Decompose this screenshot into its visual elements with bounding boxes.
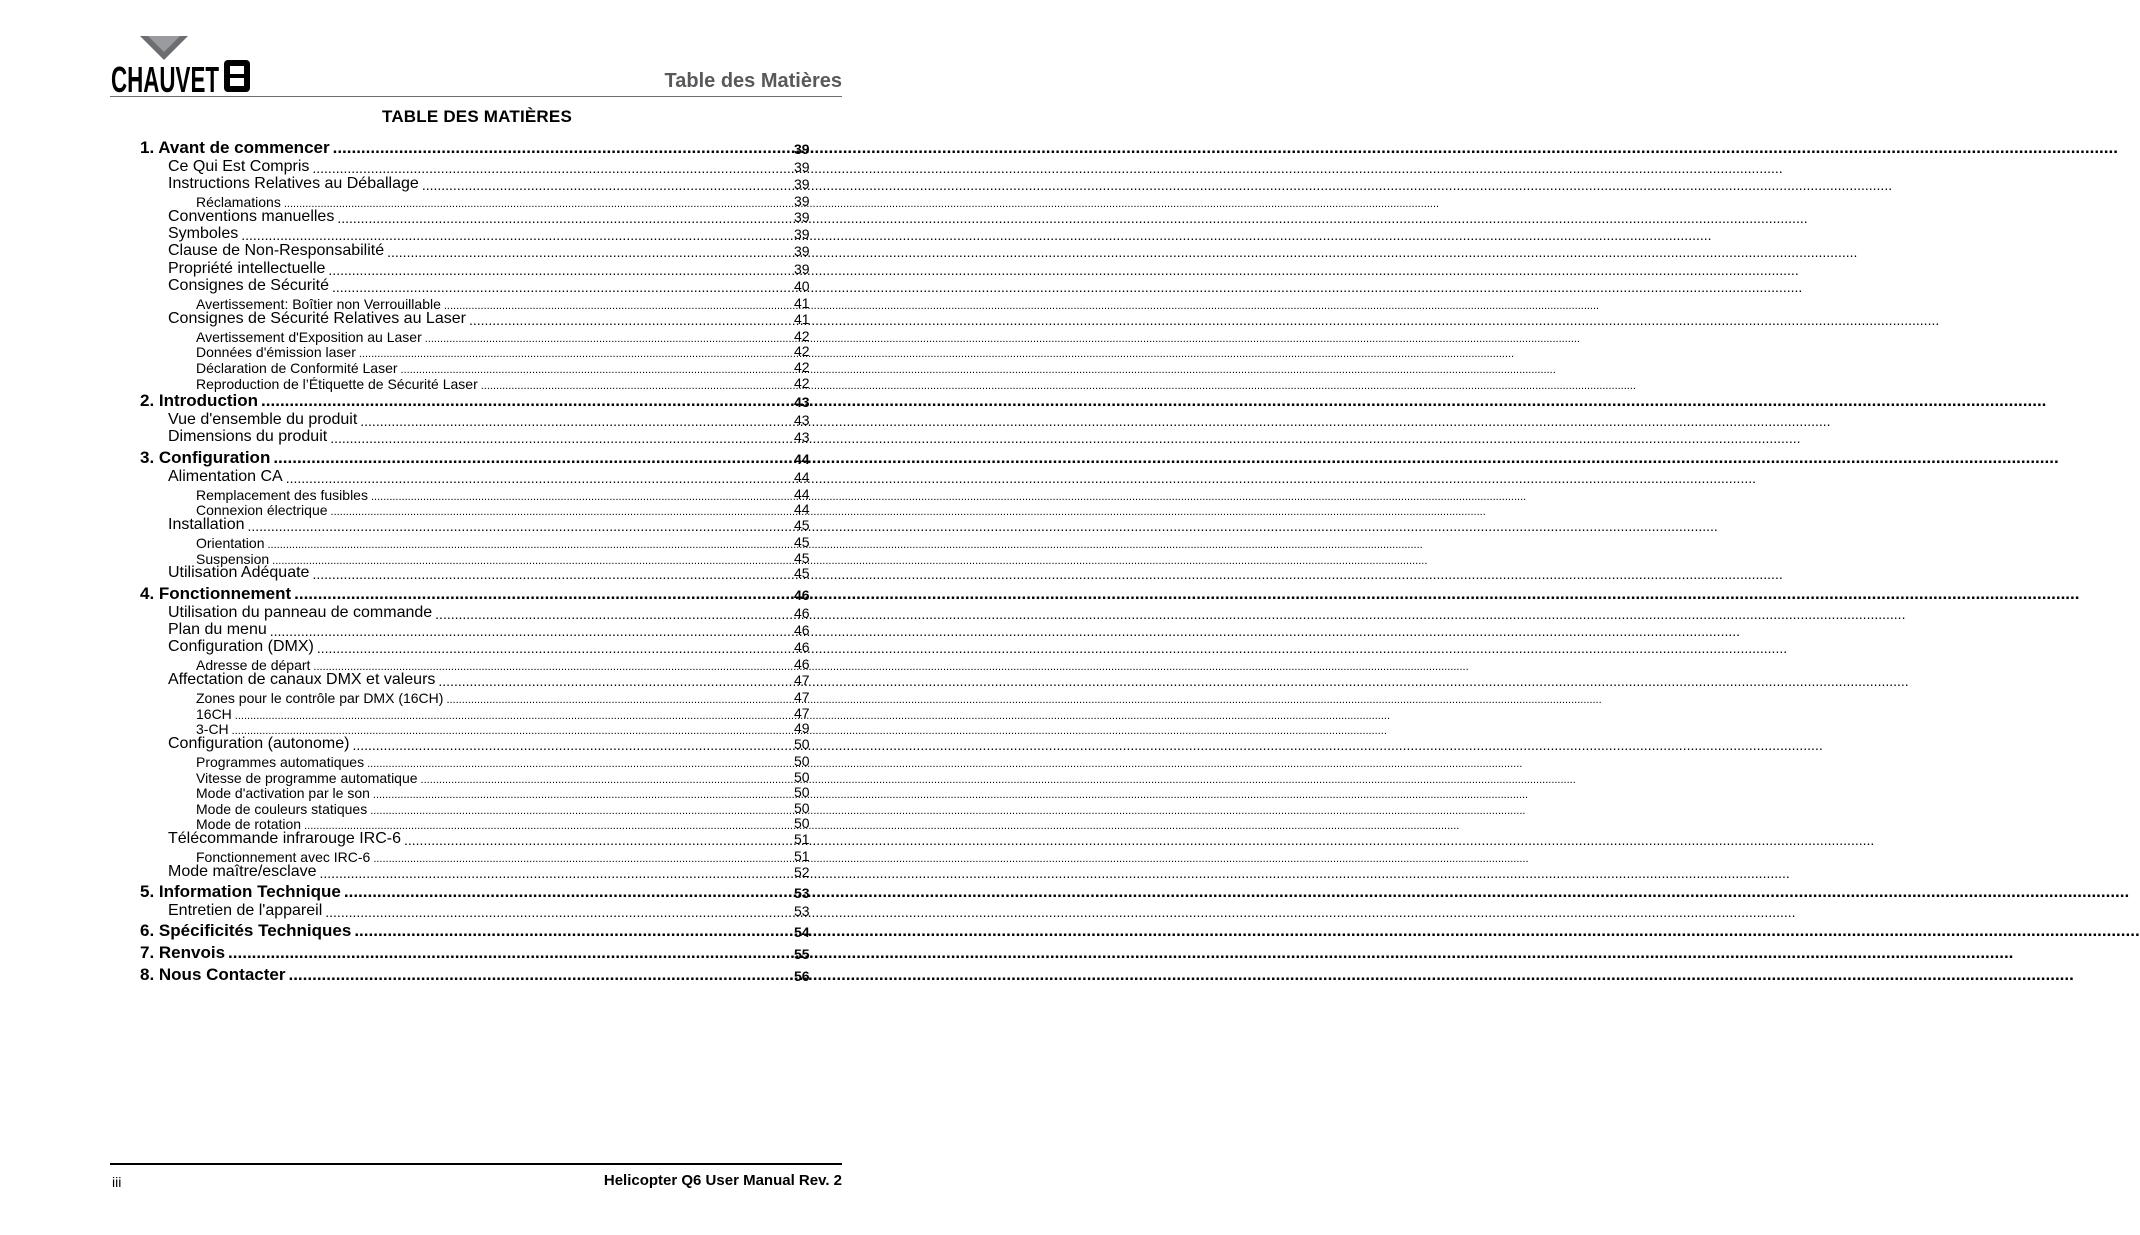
toc-entry-page: 39 [794,141,810,157]
toc-entry-page: 54 [794,924,810,940]
toc-entry-label: 5. Information Technique [140,882,341,901]
toc-entry-page: 56 [794,968,810,984]
toc-entry-label: Clause de Non-Responsabilité [168,242,385,259]
dot-leader [273,448,2058,468]
toc-entry-page: 46 [794,605,810,621]
toc-entry-label: Fonctionnement avec IRC-6 [196,849,371,865]
dot-leader [438,673,1908,689]
dot-leader [435,606,1905,622]
toc-entry-label: Orientation [196,535,265,551]
toc-entry-page: 50 [794,736,810,752]
dot-leader [404,832,1874,848]
toc-entry-label: Utilisation du panneau de commande [168,604,433,621]
toc-entry-page: 45 [794,517,810,533]
toc-entry-page: 46 [794,622,810,638]
toc-entry-page: 46 [794,639,810,655]
toc-entry-label: 7. Renvois [140,943,226,962]
dot-leader [270,623,1740,639]
toc-entry-label: Affectation de canaux DMX et valeurs [168,671,436,688]
toc-entry-page: 43 [794,429,810,445]
dot-leader [312,566,1782,582]
dot-leader [261,391,2046,411]
dot-leader [422,177,1892,193]
toc-entry-label: Vitesse de programme automatique [196,770,418,786]
dot-leader [337,210,1807,226]
toc-entry-page: 49 [794,720,810,736]
manual-title: Helicopter Q6 User Manual Rev. 2 [603,1172,842,1189]
toc-entry-page: 47 [794,689,810,705]
toc-entry-page: 47 [794,672,810,688]
toc-entry-page: 45 [794,550,810,566]
dot-leader [332,279,1802,295]
dot-leader [344,882,2129,902]
toc-entry-page: 44 [794,451,810,467]
toc-entry-label: Symboles [168,225,239,242]
dot-leader [354,921,2139,941]
dot-leader [286,470,1756,486]
toc-entry-page: 39 [794,193,810,209]
toc-entry-page: 51 [794,848,810,864]
toc-entry[interactable] [0,448,810,468]
toc-entry[interactable] [0,138,810,158]
toc-entry-page: 44 [794,486,810,502]
toc-entry-page: 44 [794,469,810,485]
dot-leader [317,640,1787,656]
toc-entry-page: 42 [794,375,810,391]
toc-entry-page: 43 [794,412,810,428]
toc-entry-page: 45 [794,565,810,581]
toc-entry[interactable] [0,671,810,689]
toc-entry-page: 42 [794,359,810,375]
toc-entry-label: 8. Nous Contacter [140,965,286,984]
toc-entry-page: 50 [794,784,810,800]
toc-entry-page: 39 [794,209,810,225]
dot-leader [312,160,1782,176]
toc-entry[interactable] [0,564,810,582]
svg-text:CHAUVET: CHAUVET [111,59,219,100]
toc-entry-label: 2. Introduction [140,391,259,410]
toc-entry-page: 47 [794,705,810,721]
toc-entry-label: Dimensions du produit [168,428,328,445]
toc-entry-page: 45 [794,534,810,550]
toc-entry[interactable] [0,225,810,243]
toc-entry[interactable] [0,921,810,941]
toc-entry-label: Ce Qui Est Compris [168,158,310,175]
dot-leader [294,584,2079,604]
toc-entry-label: 3-CH [196,721,229,737]
toc-entry-label: Mode de rotation [196,816,302,832]
toc-entry[interactable] [0,516,810,534]
toc-entry-label: 1. Avant de commencer [140,138,330,157]
toc-entry[interactable] [0,902,810,920]
toc-entry-label: Entretien de l'appareil [168,902,323,919]
toc-entry-label: Programmes automatiques [196,754,365,770]
header-divider [110,96,842,97]
toc-entry-label: Remplacement des fusibles [196,487,368,503]
toc-entry[interactable] [0,584,810,604]
toc-entry[interactable] [0,735,810,753]
dot-leader [241,227,1711,243]
toc-entry[interactable] [0,374,810,392]
toc-entry[interactable] [0,242,810,260]
toc-entry-page: 51 [794,831,810,847]
toc-entry-label: Mode d'activation par le son [196,785,370,801]
toc-entry-page: 46 [794,656,810,672]
toc-entry-page: 41 [794,311,810,327]
dot-leader [352,737,1822,753]
toc-entry-page: 43 [794,394,810,410]
dot-leader [228,943,2013,963]
chauvet-logo-graphic [110,34,252,100]
toc-entry[interactable] [0,428,810,446]
toc-entry[interactable] [0,863,810,881]
toc-entry-label: 6. Spécificités Techniques [140,921,352,940]
toc-entry-label: Mode maître/esclave [168,863,317,880]
toc-entry[interactable] [0,621,810,639]
dot-leader [320,865,1790,881]
toc-entry-page: 50 [794,815,810,831]
toc-entry-page: 42 [794,343,810,359]
toc-entry-label: Déclaration de Conformité Laser [196,360,398,376]
section-title: Table des Matières [664,70,842,92]
toc-entry-page: 39 [794,243,810,259]
toc-entry-page: 53 [794,903,810,919]
toc-entry-label: Zones pour le contrôle par DMX (16CH) [196,690,444,706]
toc-entry-label: Télécommande infrarouge IRC-6 [168,830,401,847]
toc-entry-page: 50 [794,753,810,769]
dot-leader [333,138,2118,158]
toc-entry[interactable] [0,158,810,176]
toc-entry[interactable] [0,468,810,486]
toc-entry[interactable] [0,638,810,656]
toc-entry-page: 46 [794,587,810,603]
toc-entry-label: 4. Fonctionnement [140,584,292,603]
toc-entry-label: Installation [168,516,245,533]
toc-entry-label: Connexion électrique [196,502,328,518]
toc-entry-label: 16CH [196,706,232,722]
toc-entry-label: Mode de couleurs statiques [196,801,368,817]
chauvet-logo [110,34,252,100]
dot-leader [288,965,2073,985]
footer-divider [110,1163,842,1165]
toc-entry-label: Consignes de Sécurité Relatives au Laser [168,310,466,327]
toc-entry-page: 41 [794,295,810,311]
toc-entry-page: 39 [794,226,810,242]
toc-entry-label: Plan du menu [168,621,267,638]
toc-entry-label: Configuration (autonome) [168,735,350,752]
toc-entry[interactable] [0,411,810,429]
toc-entry-label: Conventions manuelles [168,208,335,225]
toc-entry[interactable] [0,882,810,902]
toc-entry-label: Avertissement d'Exposition au Laser [196,329,422,345]
page-number: iii [112,1174,122,1190]
toc-entry-page: 42 [794,328,810,344]
toc-entry-page: 39 [794,159,810,175]
toc-entry[interactable] [0,604,810,622]
toc-entry-page: 39 [794,261,810,277]
toc-entry-label: Réclamations [196,194,281,210]
dot-leader [469,312,1939,328]
toc-entry[interactable] [0,943,810,963]
toc-entry-page: 50 [794,769,810,785]
toc-entry-label: Configuration (DMX) [168,638,314,655]
dot-leader [325,904,1795,920]
toc-entry[interactable] [0,830,810,848]
toc-entry-page: 53 [794,885,810,901]
toc-entry-label: Vue d'ensemble du produit [168,411,358,428]
toc-entry[interactable] [0,277,810,295]
toc-entry-page: 40 [794,278,810,294]
toc-entry-label: Instructions Relatives au Déballage [168,175,419,192]
toc-entry[interactable] [0,208,810,226]
toc-entry-page: 39 [794,176,810,192]
dot-leader [330,430,1800,446]
toc-heading: TABLE DES MATIÈRES [382,107,572,126]
toc-entry[interactable] [0,310,810,328]
dot-leader [360,413,1830,429]
toc-entry-label: Propriété intellectuelle [168,260,326,277]
toc-entry-label: 3. Configuration [140,448,271,467]
toc-entry-label: Avertissement: Boîtier non Verrouillable [196,296,441,312]
toc-entry-label: Consignes de Sécurité [168,277,329,294]
toc-entry-label: Reproduction de l’Étiquette de Sécurité Laser [196,376,478,392]
toc-entry[interactable] [0,175,810,193]
toc-entry-page: 44 [794,501,810,517]
dot-leader [248,518,1718,534]
toc-entry-page: 50 [794,800,810,816]
toc-entry-label: Alimentation CA [168,468,283,485]
dot-leader [387,244,1857,260]
toc-entry-label: Données d'émission laser [196,344,356,360]
toc-entry-label: Adresse de départ [196,657,311,673]
toc-entry[interactable] [0,391,810,411]
toc-entry[interactable] [0,965,810,985]
toc-entry-page: 52 [794,864,810,880]
toc-entry-page: 55 [794,946,810,962]
toc-entry-label: Suspension [196,551,270,567]
toc-entry[interactable] [0,260,810,278]
toc-entry-label: Utilisation Adéquate [168,564,310,581]
dot-leader [328,262,1798,278]
